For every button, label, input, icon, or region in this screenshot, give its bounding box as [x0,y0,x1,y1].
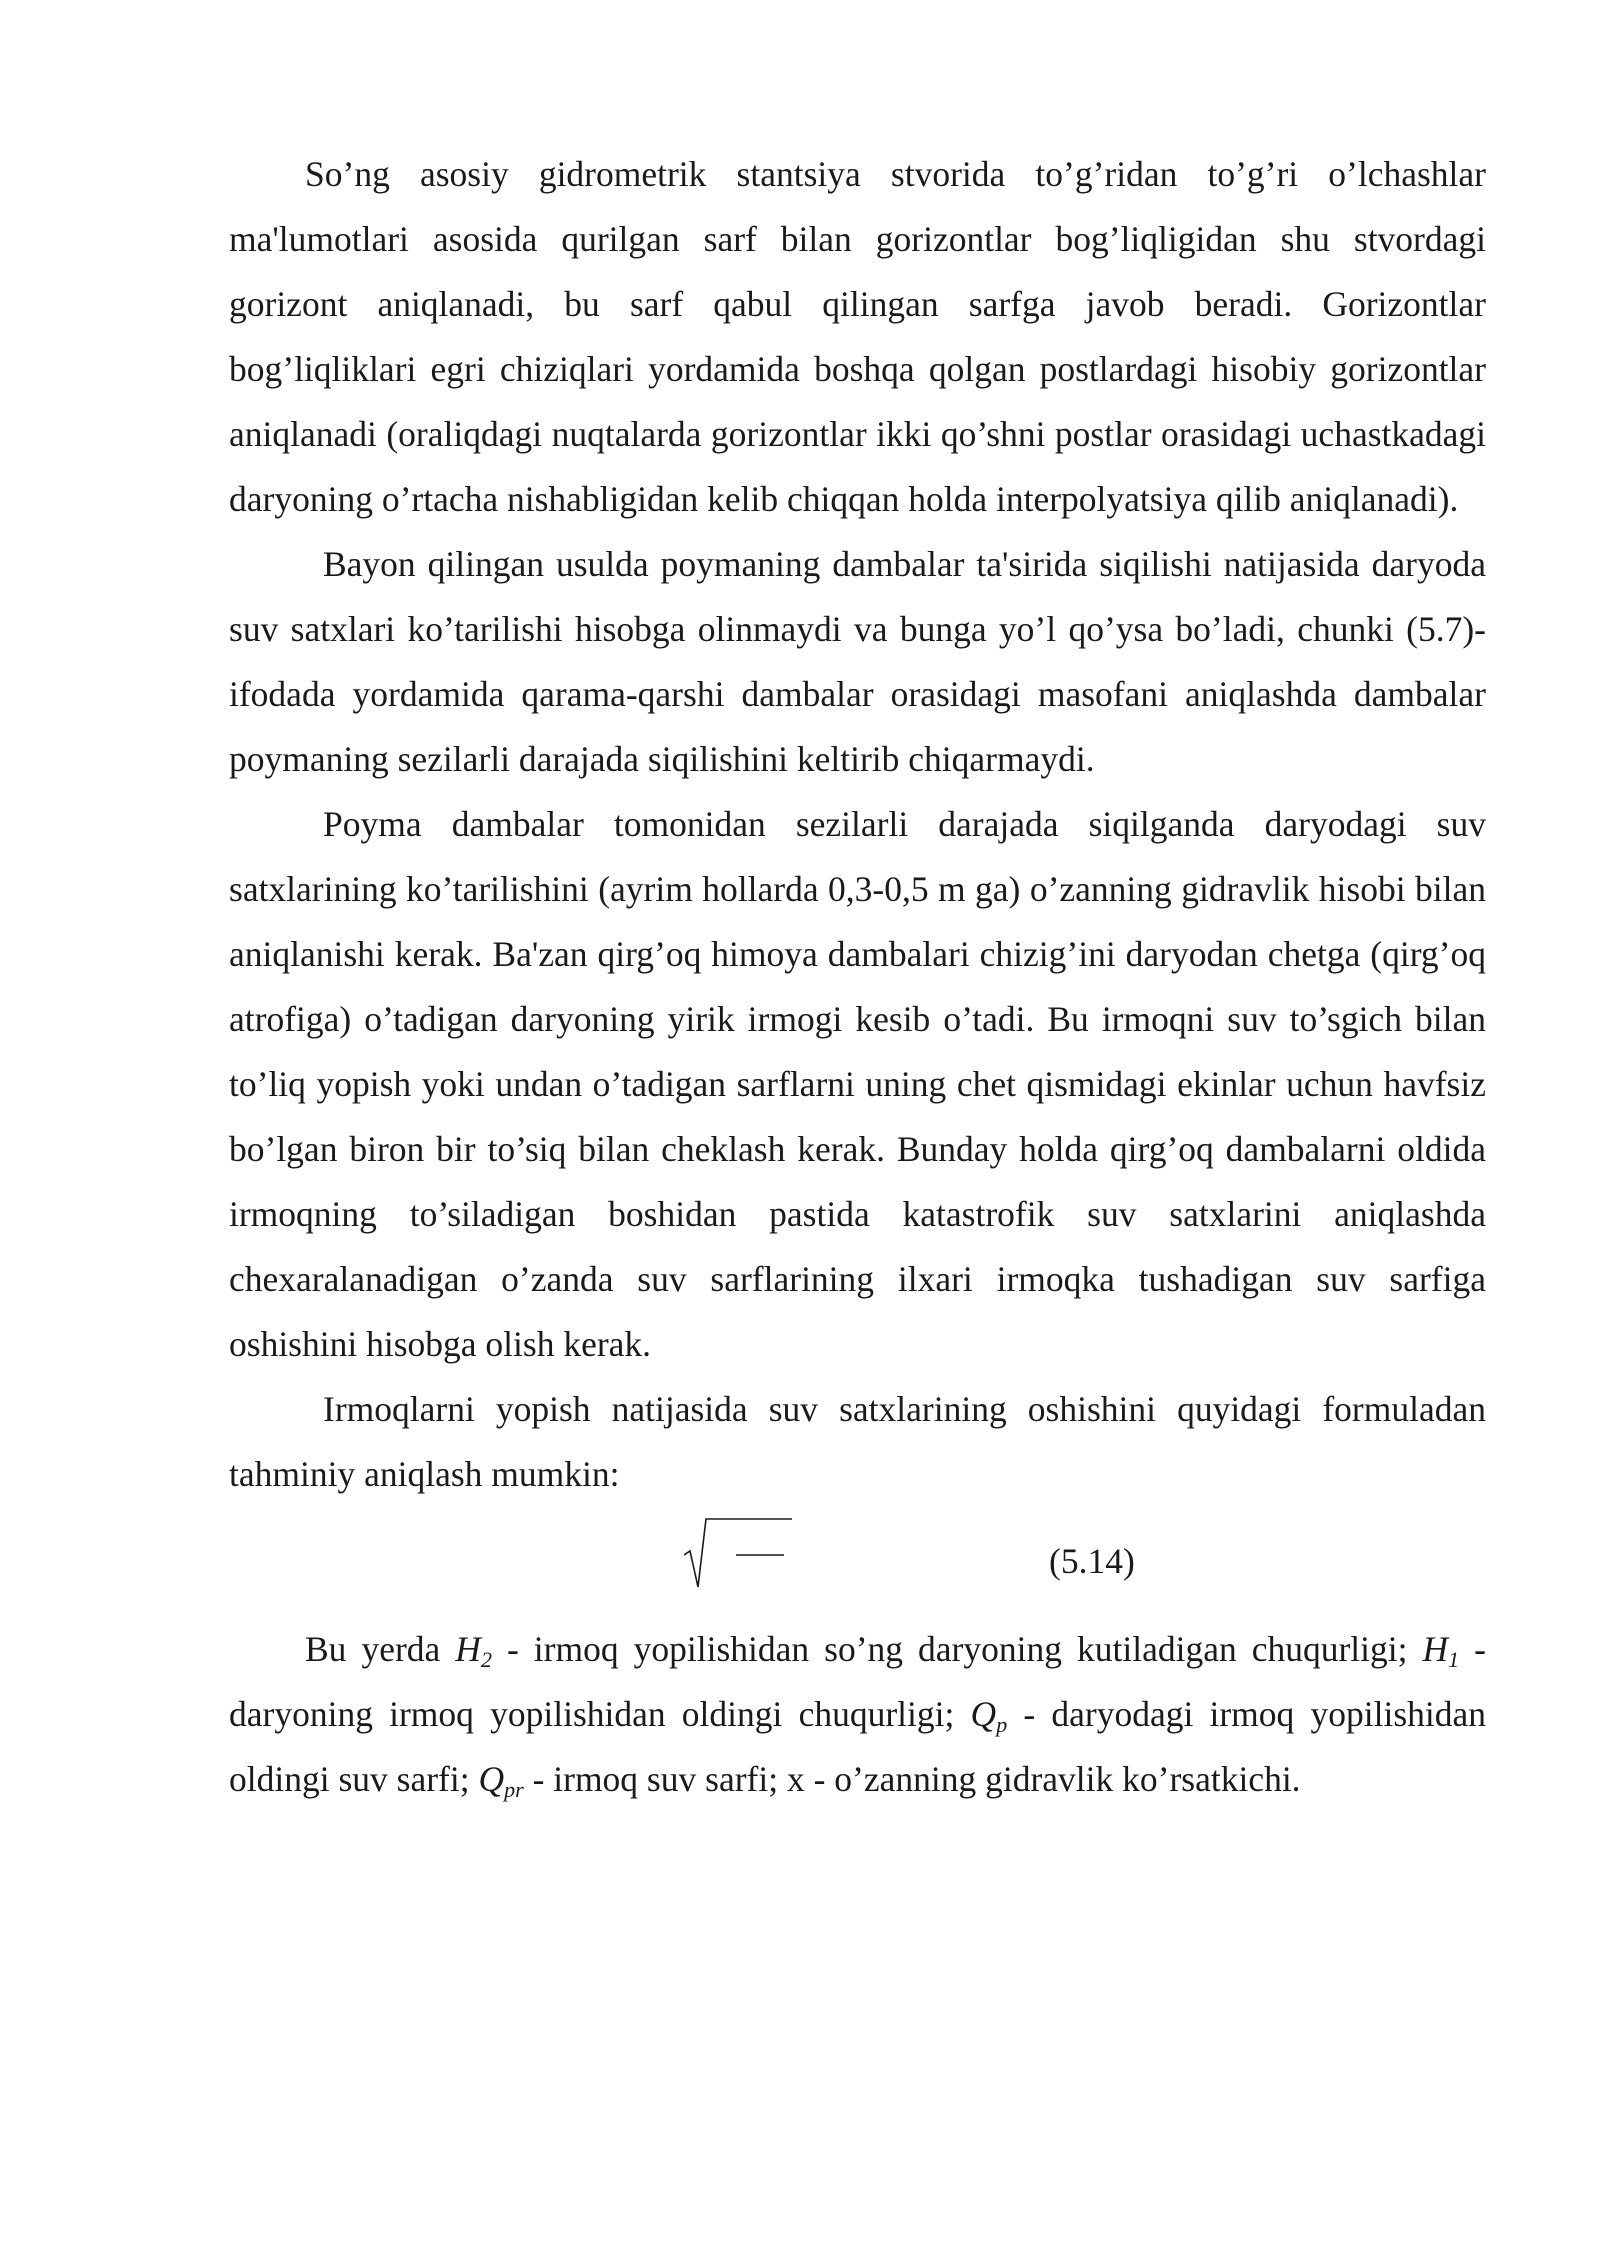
formula-5-14 [229,1507,1486,1617]
paragraph-1: So’ng asosiy gidrometrik stantsiya stvorida to’g’ridan to’g’ri o’lchashlar ma'lumotlari asosida qurilgan sarf bilan gorizontlar bog’liqligidan shu stvordagi gorizont aniqlanadi, bu sarf qabul qilingan sarfga javob beradi. Gorizontlar bog’liqliklari egri chiziqlari yordamida boshqa qolgan postlardagi hisobiy gorizontlar aniqlanadi (oraliqdagi nuqtalarda gorizontlar ikki qo’shni postlar orasidagi uchastkadagi daryoning o’rtacha nishabligidan kelib chiqqan holda interpolyatsiya qilib aniqlanadi). [229,154,1486,519]
variable-qpr: $Q_{pr}$ [478,1759,524,1802]
paragraph-3: Poyma dambalar tomonidan sezilarli darajada siqilganda daryodagi suv satxlarining ko’tarilishini (ayrim hollarda 0,3-0,5 m ga) o’zanning gidravlik hisobi bilan aniqlanishi kerak. Ba'zan qirg’oq himoya dambalari chizig’ini daryodan chetga (qirg’oq atrofiga) o’tadigan daryoning yirik irmogi kesib o’tadi. Bu irmoqni suv to’sgich bilan to’liq yopish yoki undan o’tadigan sarflarni uning chet qismidagi ekinlar uchun havfsiz bo’lgan biron bir to’siq bilan cheklash kerak. Bunday holda qirg’oq dambalarni oldida irmoqning to’siladigan boshidan pastida katastrofik suv satxlarini aniqlashda chexaralanadigan o’zanda suv sarflarining ilxari irmoqka tushadigan suv sarfiga oshishini hisobga olish kerak. [229,804,1486,1364]
square-root-formula [684,1517,794,1597]
variable-h1: $H_1$ [1422,1629,1460,1672]
paragraph-definitions: Bu yerda $H_2$ - irmoq yopilishidan so’ng daryoning kutiladigan chuqurligi; $H_1$ - daryoning irmoq yopilishidan oldingi chuqurligi; $Q_p$ - daryodagi irmoq yopilishidan oldingi suv sarfi; $Q_{pr}$ - irmoq suv sarfi; x - o’zanning gidravlik ko’rsatkichi. [229,1629,1487,1802]
paragraph-2: Bayon qilingan usulda poymaning dambalar ta'sirida siqilishi natijasida daryoda suv satxlari ko’tarilishi hisobga olinmaydi va bunga yo’l qo’ysa bo’ladi, chunki (5.7)-ifodada yordamida qarama-qarshi dambalar orasidagi masofani aniqlashda dambalar poymaning sezilarli darajada siqilishini keltirib chiqarmaydi. [229,544,1486,779]
paragraph-4: Irmoqlarni yopish natijasida suv satxlarining oshishini quyidagi formuladan tahminiy aniqlash mumkin: [229,1389,1486,1494]
variable-qp: $Q_p$ [970,1694,1008,1737]
equation-number: (5.14) [1049,1541,1135,1581]
body-text [229,142,1486,1812]
variable-h2: $H_2$ [455,1629,492,1672]
